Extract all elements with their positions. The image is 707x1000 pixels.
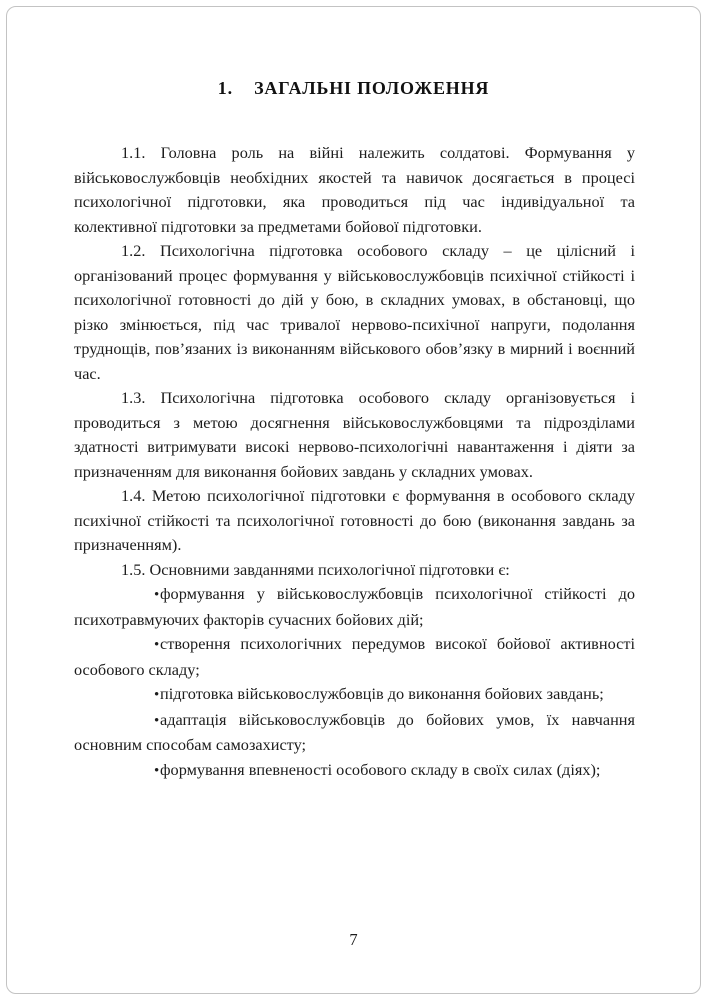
paragraph-1-1: 1.1. Головна роль на війні належить солдатові. Формування у військовослужбовців необхідних якостей та навичок досягається в процесі психологічної підготовки, яка проводиться під час індивідуальної та колективної підготовки за предметами бойової підготовки.: [74, 143, 635, 236]
bullet-icon: •: [154, 712, 160, 729]
bullet-text: створення психологічних передумов високої бойової активності особового складу;: [74, 634, 635, 679]
bullet-icon: •: [154, 762, 160, 779]
bullet-item: [74, 682, 635, 708]
bullet-item: [74, 582, 635, 632]
document-body: [74, 141, 635, 783]
bullet-text: формування у військовослужбовців психологічної стійкості до психотравмуючих факторів сучасних бойових дій;: [74, 584, 635, 629]
section-title: 1. ЗАГАЛЬНІ ПОЛОЖЕННЯ: [217, 78, 490, 98]
bullet-text: формування впевненості особового складу в своїх силах (діях);: [160, 759, 601, 779]
paragraph-1-4: 1.4. Метою психологічної підготовки є формування в особового складу психічної стійкості та психологічної готовності до бою (виконання завдань за призначенням).: [74, 486, 635, 554]
bullet-icon: •: [154, 637, 160, 653]
paragraph-1-2: 1.2. Психологічна підготовка особового складу – це цілісний і організований процес формування у військовослужбовців психічної стійкості і психологічної готовності до дій у бою, в складних умовах, в обстановці, що різко змінюється, під час тривалої нервово-психічної напруги, подолання труднощів, пов’язаних із виконанням військового обов’язку в мирний і воєнний час.: [74, 241, 635, 383]
paragraph-1-5: 1.5. Основними завданнями психологічної підготовки є:: [121, 559, 510, 579]
paragraph-1-3: 1.3. Психологічна підготовка особового складу організовується і проводиться з метою досягнення військовослужбовцями та підрозділами здатності витримувати високі нервово-психологічні навантаження і діяти за призначенням для виконання бойових завдань у складних умовах.: [74, 388, 635, 481]
bullet-item: [74, 632, 635, 682]
bullet-icon: •: [154, 687, 160, 703]
bullet-icon: •: [154, 587, 160, 603]
bullet-item: [74, 708, 635, 758]
bullet-item: [74, 758, 635, 784]
bullet-text: адаптація військовослужбовців до бойових умов, їх навчання основним способам самозахисту;: [74, 709, 635, 754]
page-number: 7: [349, 930, 358, 949]
bullet-text: підготовка військовослужбовців до виконання бойових завдань;: [160, 684, 604, 703]
